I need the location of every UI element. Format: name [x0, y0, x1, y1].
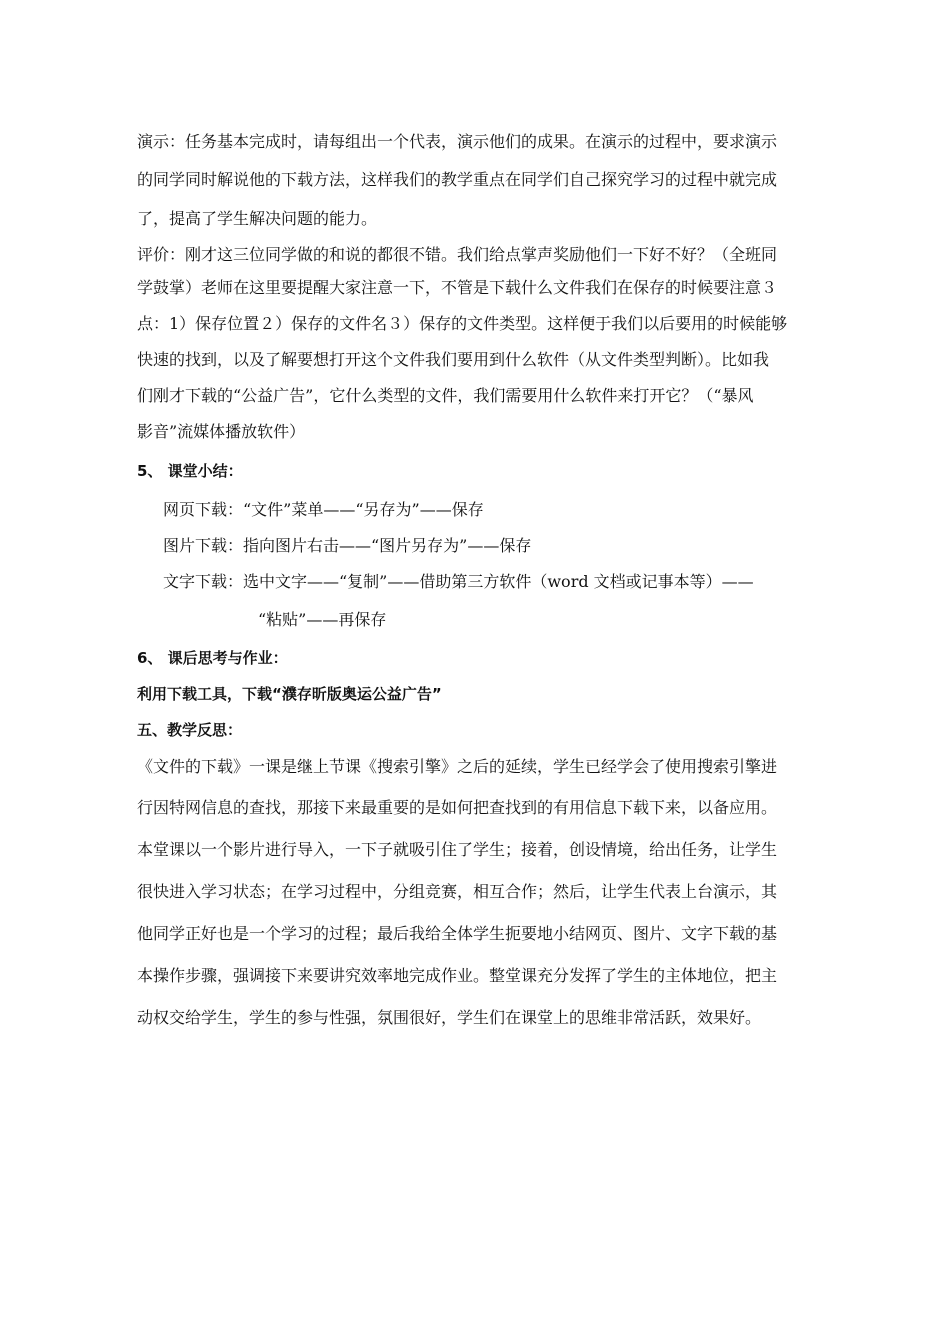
evaluation-line: 点：1）保存位置２）保存的文件名３）保存的文件类型。这样便于我们以后要用的时候能够	[137, 314, 788, 333]
demo-line: 演示：任务基本完成时，请每组出一个代表，演示他们的成果。在演示的过程中，要求演示	[137, 132, 778, 151]
summary-item-web: 网页下载：“文件”菜单——“另存为”——保存	[163, 500, 484, 519]
summary-item-image: 图片下载：指向图片右击——“图片另存为”——保存	[163, 536, 532, 555]
summary-item-text: 文字下载：选中文字——“复制”——借助第三方软件（word 文档或记事本等）——	[163, 572, 754, 591]
reflection-line: 行因特网信息的查找，那接下来最重要的是如何把查找到的有用信息下载下来，以备应用。	[137, 798, 778, 817]
homework-task: 利用下载工具，下载“濮存昕版奥运公益广告”	[137, 685, 442, 703]
demo-paragraph	[137, 121, 815, 239]
reflection-line: 本堂课以一个影片进行导入，一下子就吸引住了学生；接着，创设情境，给出任务，让学生	[137, 840, 778, 859]
evaluation-line: 评价：刚才这三位同学做的和说的都很不错。我们给点掌声奖励他们一下好不好？（全班同	[137, 245, 778, 264]
document-page	[137, 121, 815, 1039]
evaluation-line: 影音”流媒体播放软件）	[137, 422, 306, 441]
summary-section	[137, 450, 815, 640]
reflection-section	[137, 713, 815, 1039]
evaluation-line: 快速的找到，以及了解要想打开这个文件我们要用到什么软件（从文件类型判断）。比如我	[137, 350, 770, 369]
evaluation-line: 们刚才下载的“公益广告”，它什么类型的文件，我们需要用什么软件来打开它？（“暴风	[137, 386, 754, 405]
summary-heading: 5、 课堂小结：	[137, 462, 243, 480]
reflection-line: 很快进入学习状态；在学习过程中，分组竞赛，相互合作；然后，让学生代表上台演示，其	[137, 882, 778, 901]
reflection-heading: 五、教学反思：	[137, 721, 243, 739]
evaluation-paragraph	[137, 239, 815, 450]
reflection-line: 他同学正好也是一个学习的过程；最后我给全体学生扼要地小结网页、图片、文字下载的基	[137, 924, 778, 943]
summary-item-text-continued: “粘贴”——再保存	[258, 610, 387, 629]
demo-line: 的同学同时解说他的下载方法，这样我们的教学重点在同学们自己探究学习的过程中就完成	[137, 170, 778, 189]
evaluation-line: 学鼓掌）老师在这里要提醒大家注意一下，不管是下载什么文件我们在保存的时候要注意３	[137, 278, 778, 297]
demo-line: 了，提高了学生解决问题的能力。	[137, 209, 378, 228]
homework-heading: 6、 课后思考与作业：	[137, 649, 288, 667]
reflection-line: 本操作步骤，强调接下来要讲究效率地完成作业。整堂课充分发挥了学生的主体地位，把主	[137, 966, 778, 985]
reflection-line: 《文件的下载》一课是继上节课《搜索引擎》之后的延续，学生已经学会了使用搜索引擎进	[137, 757, 778, 776]
homework-section	[137, 640, 815, 713]
reflection-line: 动权交给学生，学生的参与性强，氛围很好，学生们在课堂上的思维非常活跃，效果好。	[137, 1008, 762, 1027]
